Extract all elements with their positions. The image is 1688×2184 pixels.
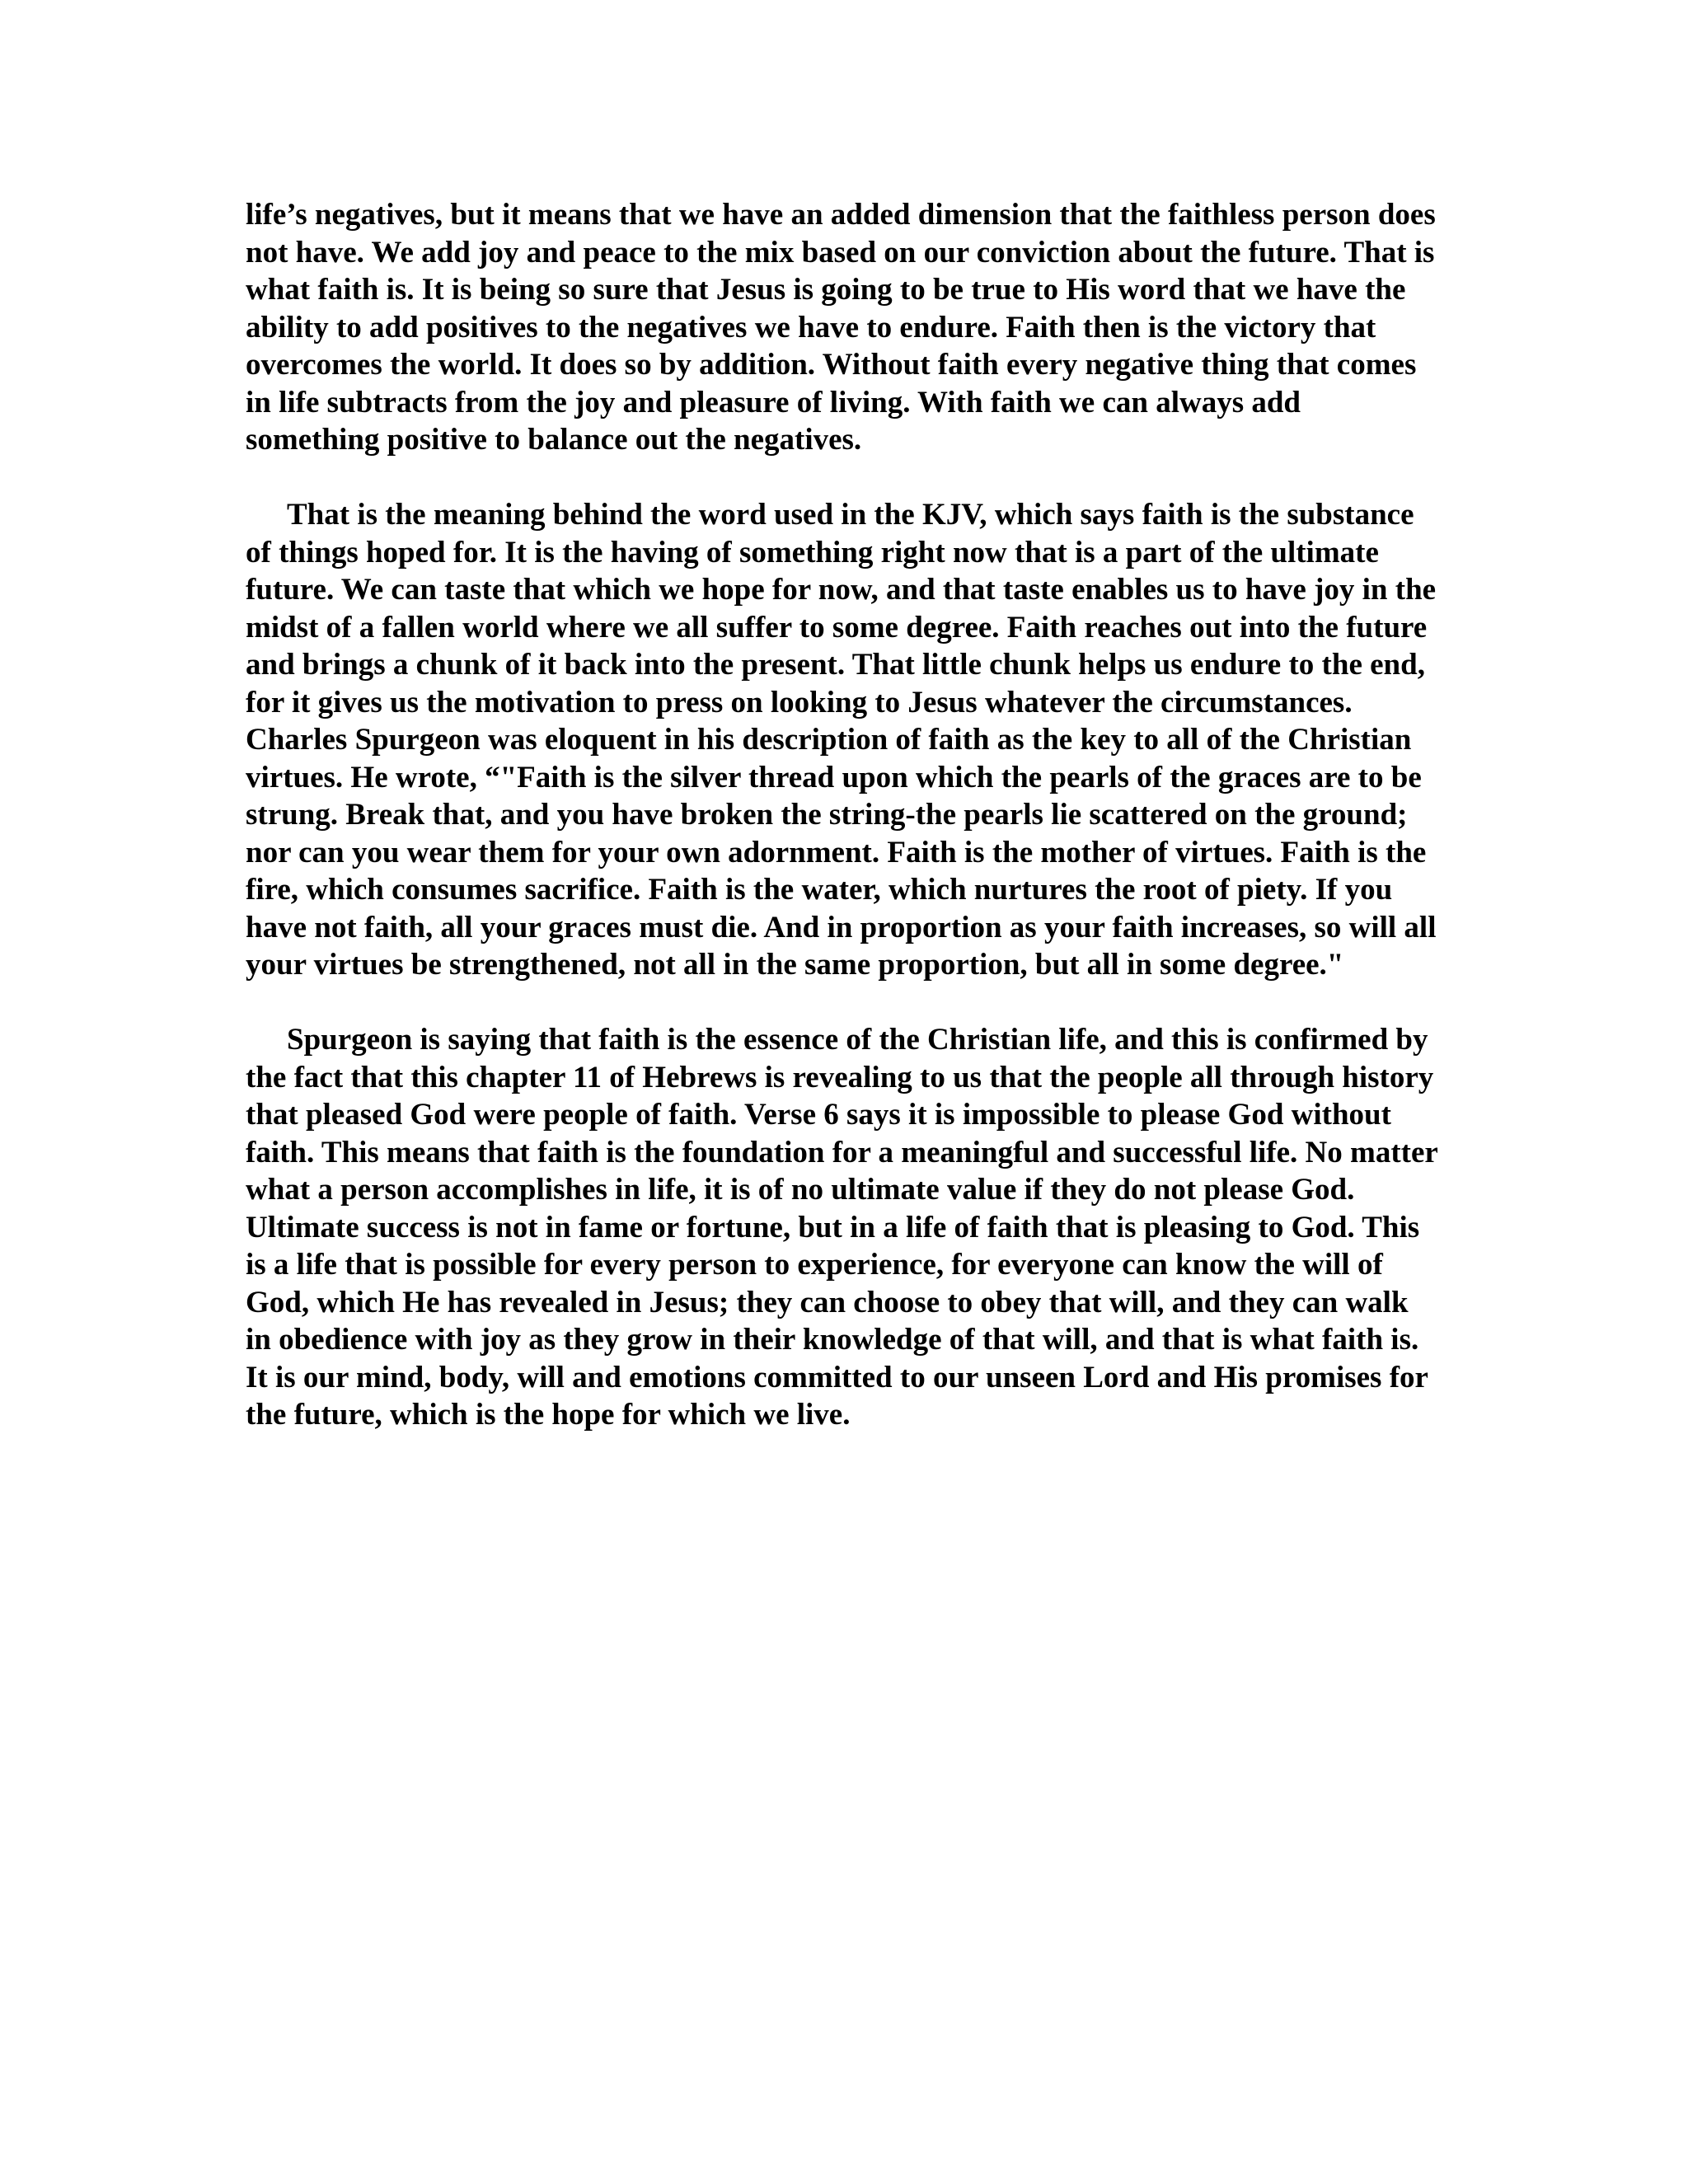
paragraph-spurgeon-essence: Spurgeon is saying that faith is the essence of the Christian life, and this is confirmed by the fact that this chapter 11 of Hebrews is revealing to us that the people all through history that pleased God were people of faith. Verse 6 says it is impossible to please God without faith. This means that faith is the foundation for a meaningful and successful life. No matter what a person accomplishes in life, it is of no ultimate value if they do not please God. Ultimate success is not in fame or fortune, but in a life of faith that is pleasing to God. This is a life that is possible for every person to experience, for everyone can know the will of God, which He has revealed in Jesus; they can choose to obey that will, and they can walk in obedience with joy as they grow in their knowledge of that will, and that is what faith is. It is our mind, body, will and emotions committed to our unseen Lord and His promises for the future, which is the hope for which we live. — [246, 1023, 1438, 1432]
paragraph-kjv-substance: That is the meaning behind the word used in the KJV, which says faith is the substance of things hoped for. It is the having of something right now that is a part of the ultimate future. We can taste that which we hope for now, and that taste enables us to have joy in the midst of a fallen world where we all suffer to some degree. Faith reaches out into the future and brings a chunk of it back into the present. That little chunk helps us endure to the end, for it gives us the motivation to press on looking to Jesus whatever the circumstances. Charles Spurgeon was eloquent in his description of faith as the key to all of the Christian virtues. He wrote, “"Faith is the silver thread upon which the pearls of the graces are to be strung. Break that, and you have broken the string-the pearls lie scattered on the ground; nor can you wear them for your own adornment. Faith is the mother of virtues. Faith is the fire, which consumes sacrifice. Faith is the water, which nurtures the root of piety. If you have not faith, all your graces must die. And in proportion as your faith increases, so will all your virtues be strengthened, not all in the same proportion, but all in some degree." — [246, 498, 1437, 982]
paragraph-continued: life’s negatives, but it means that we have an added dimension that the faithless person does not have. We add joy and peace to the mix based on our conviction about the future. That is what faith is. It is being so sure that Jesus is going to be true to His word that we have the ability to add positives to the negatives we have to endure. Faith then is the victory that overcomes the world. It does so by addition. Without faith every negative thing that comes in life subtracts from the joy and pleasure of living. With faith we can always add something positive to balance out the negatives. — [246, 198, 1436, 457]
body-text — [246, 196, 1441, 1434]
